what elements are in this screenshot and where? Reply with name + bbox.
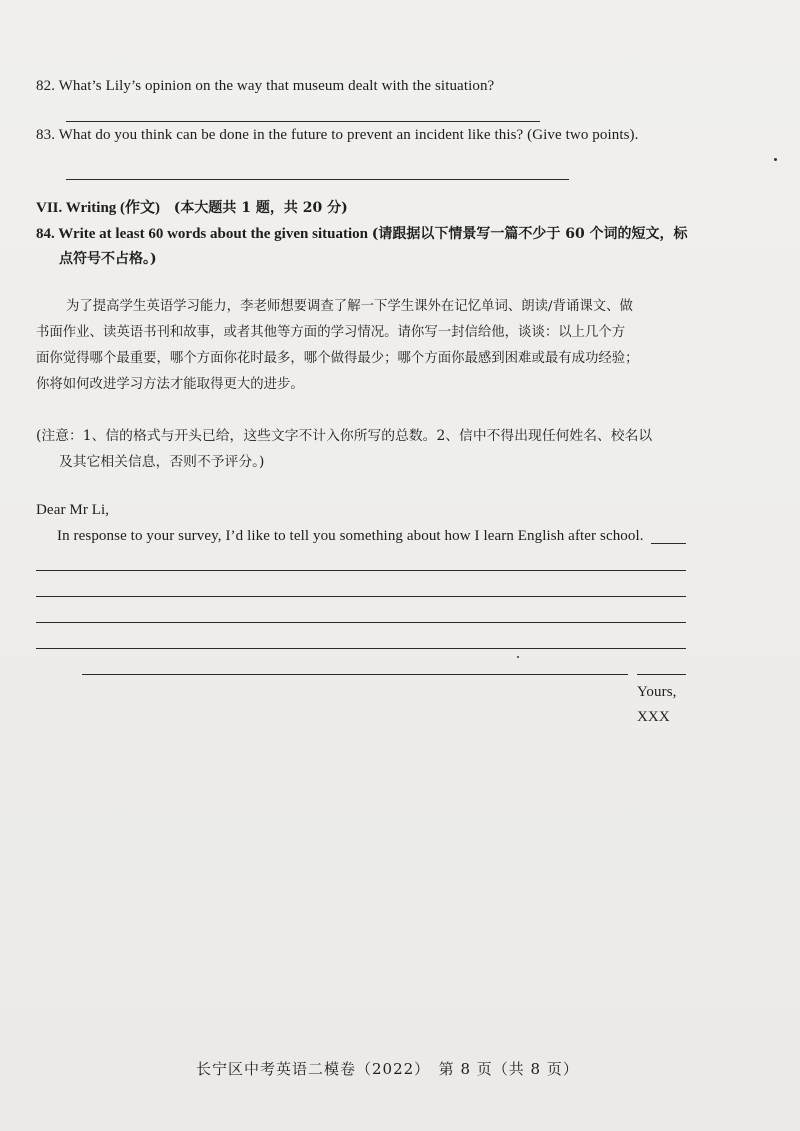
question-84 <box>36 223 688 243</box>
writing-line-5[interactable] <box>82 674 628 675</box>
notice-line-1: (注意：1、信的格式与开头已给，这些文字不计入你所写的总数。2、信中不得出现任何姓名、校名以 <box>36 428 653 444</box>
question-84-note-cont: 点符号不占格。) <box>59 251 157 267</box>
question-84-title: 84. Write at least 60 words about the given situation <box>36 226 368 242</box>
answer-line-82[interactable] <box>66 121 540 122</box>
writing-line-0[interactable] <box>651 543 686 544</box>
answer-line-83[interactable] <box>66 179 569 180</box>
scan-speck <box>517 656 519 658</box>
writing-line-1[interactable] <box>36 570 686 571</box>
section-heading <box>36 196 348 217</box>
writing-line-4[interactable] <box>36 648 686 649</box>
question-83: 83. What do you think can be done in the future to prevent an incident like this? (Give two points). <box>36 127 639 143</box>
question-84-note: (请跟据以下情景写一篇不少于 60 个词的短文，标 <box>371 226 688 242</box>
letter-greeting: Dear Mr Li, <box>36 502 110 518</box>
situation-line-1: 为了提高学生英语学习能力，李老师想要调查了解一下学生课外在记忆单词、朗读/背诵课文、做 <box>66 299 633 314</box>
page-footer: 长宁区中考英语二模卷（2022） 第 8 页（共 8 页） <box>196 1060 579 1078</box>
section-title: VII. Writing (作文) <box>36 200 161 216</box>
scan-speck <box>774 158 777 161</box>
situation-line-3: 面你觉得哪个最重要，哪个方面你花时最多，哪个做得最少；哪个方面你最感到困难或最有成功经验； <box>36 351 639 366</box>
writing-line-3[interactable] <box>36 622 686 623</box>
situation-line-2: 书面作业、读英语书刊和故事，或者其他等方面的学习情况。请你写一封信给他，谈谈：以上几个方 <box>36 325 626 340</box>
letter-closing: Yours, <box>637 684 677 700</box>
writing-line-2[interactable] <box>36 596 686 597</box>
writing-line-6[interactable] <box>637 674 686 675</box>
letter-signature: XXX <box>637 709 670 725</box>
question-82: 82. What’s Lily’s opinion on the way that museum dealt with the situation? <box>36 78 495 94</box>
notice-line-2: 及其它相关信息，否则不予评分。) <box>59 454 265 470</box>
situation-line-4: 你将如何改进学习方法才能取得更大的进步。 <box>36 377 304 392</box>
section-note: (本大题共 1 题，共 20 分) <box>173 200 348 216</box>
letter-opening: In response to your survey, I’d like to tell you something about how I learn English after school. <box>57 528 644 544</box>
